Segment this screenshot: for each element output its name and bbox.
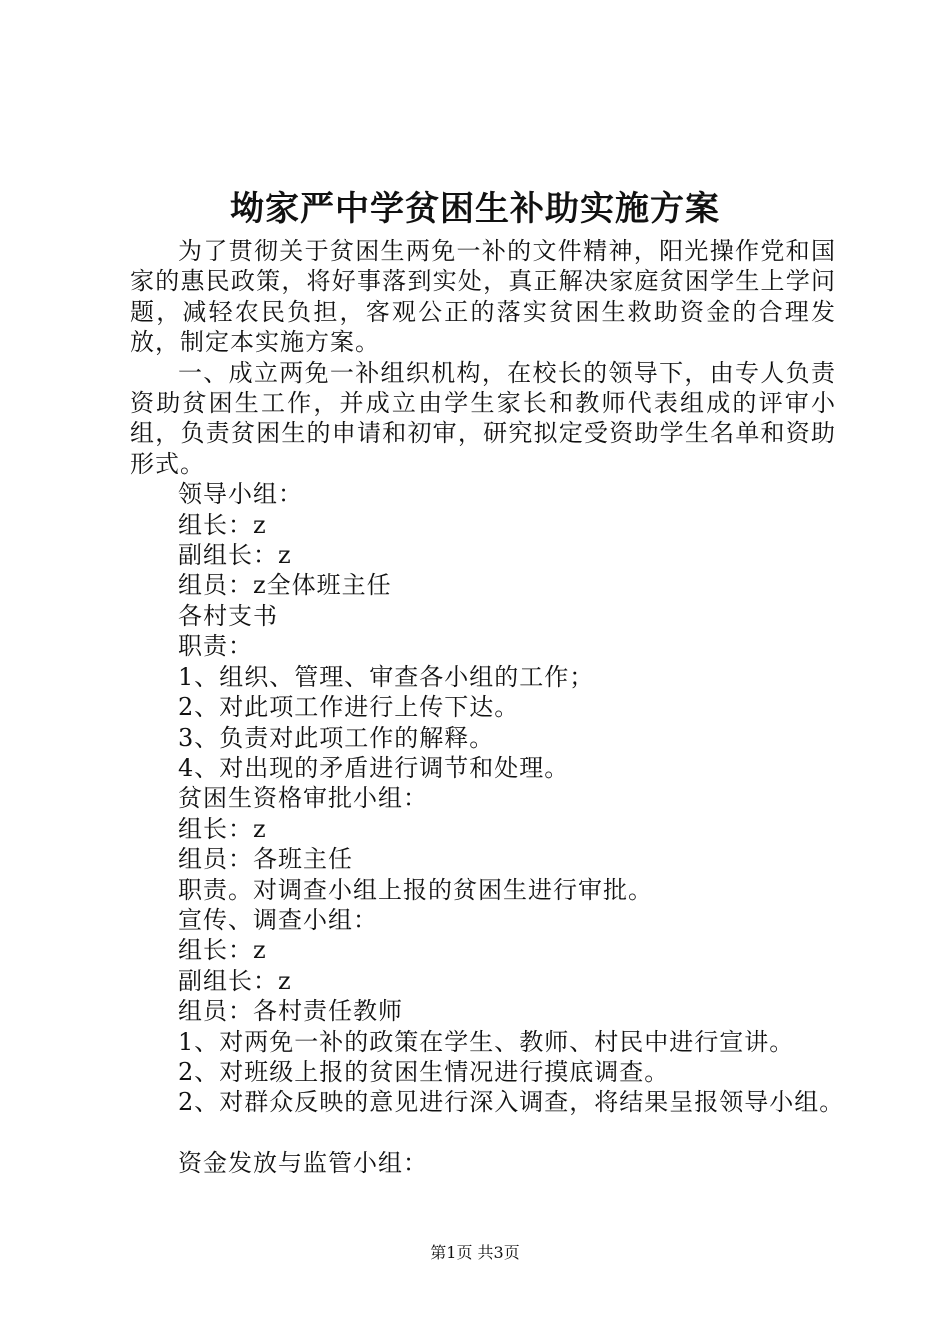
survey-duty-3: 2、对群众反映的意见进行深入调查，将结果呈报领导小组。 [178,1088,845,1117]
leadership-leader: 组长：z [178,510,267,539]
leadership-members: 组员：z全体班主任 [178,571,392,600]
intro-paragraph: 为了贯彻关于贫困生两免一补的文件精神，阳光操作党和国家的惠民政策，将好事落到实处，真正解决家庭贫困学生上学问题，减轻农民负担，客观公正的落实贫困生救助资金的合理发放，制定本实施方案。 [130,237,836,357]
survey-members: 组员：各村责任教师 [178,997,403,1026]
blank-line [130,1118,836,1148]
leadership-deputy-leader: 副组长：z [178,541,292,570]
approval-group-heading: 贫困生资格审批小组： [178,784,428,813]
survey-duty-1: 1、对两免一补的政策在学生、教师、村民中进行宣讲。 [178,1027,795,1056]
leadership-duties-heading: 职责： [178,632,253,661]
survey-duty-2: 2、对班级上报的贫困生情况进行摸底调查。 [178,1057,670,1086]
leadership-members-extra: 各村支书 [178,601,278,630]
funds-group-heading: 资金发放与监管小组： [178,1149,428,1178]
survey-group-heading: 宣传、调查小组： [178,905,378,934]
approval-duty: 职责。对调查小组上报的贫困生进行审批。 [178,875,653,904]
page-footer: 第1页 共3页 [430,1243,520,1262]
approval-members: 组员：各班主任 [178,845,353,874]
leadership-group-heading: 领导小组： [178,480,303,509]
survey-deputy-leader: 副组长：z [178,966,292,995]
leadership-duty-4: 4、对出现的矛盾进行调节和处理。 [178,753,570,782]
leadership-duty-2: 2、对此项工作进行上传下达。 [178,693,520,722]
document-title: 坳家严中学贫困生补助实施方案 [230,189,720,229]
leadership-duty-3: 3、负责对此项工作的解释。 [178,723,495,752]
survey-leader: 组长：z [178,936,267,965]
document-body [130,236,845,1179]
section-one-paragraph: 一、成立两免一补组织机构，在校长的领导下，由专人负责资助贫困生工作，并成立由学生家长和教师代表组成的评审小组，负责贫困生的申请和初审，研究拟定受资助学生名单和资助形式。 [130,358,836,478]
leadership-duty-1: 1、组织、管理、审查各小组的工作； [178,662,595,691]
approval-leader: 组长：z [178,814,267,843]
